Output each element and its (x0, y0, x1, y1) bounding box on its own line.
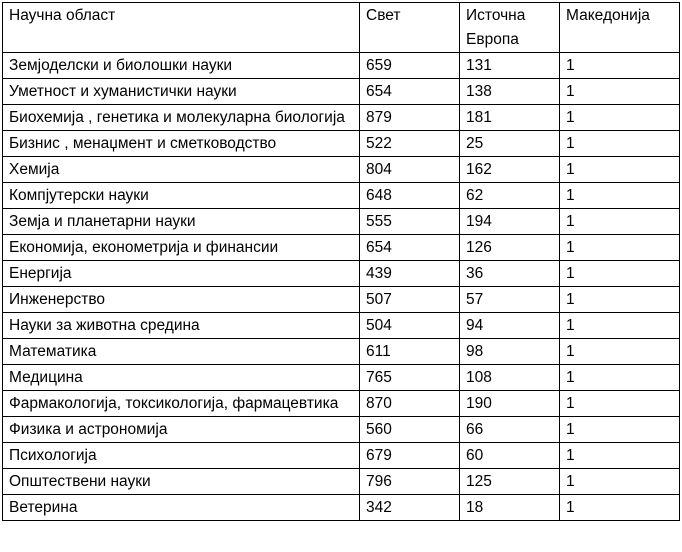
cell-macedonia: 1 (560, 235, 680, 261)
cell-world: 504 (360, 313, 460, 339)
table-row (3, 365, 680, 391)
cell-macedonia: 1 (560, 209, 680, 235)
table-row (3, 261, 680, 287)
cell-world: 879 (360, 105, 460, 131)
cell-eastern-europe: 57 (460, 287, 560, 313)
cell-field: Инженерство (3, 287, 360, 313)
table-row (3, 391, 680, 417)
table-row (3, 443, 680, 469)
cell-macedonia: 1 (560, 469, 680, 495)
cell-world: 522 (360, 131, 460, 157)
table-row (3, 313, 680, 339)
cell-field: Науки за животна средина (3, 313, 360, 339)
table-body (3, 53, 680, 521)
cell-macedonia: 1 (560, 313, 680, 339)
cell-field: Земја и планетарни науки (3, 209, 360, 235)
cell-macedonia: 1 (560, 417, 680, 443)
cell-eastern-europe: 94 (460, 313, 560, 339)
cell-eastern-europe: 126 (460, 235, 560, 261)
cell-eastern-europe: 138 (460, 79, 560, 105)
cell-field: Медицина (3, 365, 360, 391)
table-header (3, 3, 680, 53)
cell-eastern-europe: 36 (460, 261, 560, 287)
cell-field: Хемија (3, 157, 360, 183)
cell-macedonia: 1 (560, 365, 680, 391)
table-row (3, 339, 680, 365)
cell-eastern-europe: 125 (460, 469, 560, 495)
cell-macedonia: 1 (560, 287, 680, 313)
header-cell-field: Научна област (3, 3, 360, 53)
header-cell-eastern-europe: Источна Европа (460, 3, 560, 53)
cell-macedonia: 1 (560, 339, 680, 365)
cell-world: 765 (360, 365, 460, 391)
table-row (3, 105, 680, 131)
cell-eastern-europe: 162 (460, 157, 560, 183)
cell-macedonia: 1 (560, 53, 680, 79)
cell-field: Биохемија , генетика и молекуларна биологија (3, 105, 360, 131)
cell-field: Ветерина (3, 495, 360, 521)
cell-macedonia: 1 (560, 131, 680, 157)
table-row (3, 209, 680, 235)
cell-eastern-europe: 18 (460, 495, 560, 521)
cell-world: 870 (360, 391, 460, 417)
cell-macedonia: 1 (560, 391, 680, 417)
cell-eastern-europe: 131 (460, 53, 560, 79)
cell-field: Општествени науки (3, 469, 360, 495)
cell-field: Земјоделски и биолошки науки (3, 53, 360, 79)
cell-macedonia: 1 (560, 183, 680, 209)
cell-world: 560 (360, 417, 460, 443)
table-row (3, 157, 680, 183)
cell-field: Уметност и хуманистички науки (3, 79, 360, 105)
cell-world: 648 (360, 183, 460, 209)
table-row (3, 53, 680, 79)
cell-macedonia: 1 (560, 495, 680, 521)
table-row (3, 287, 680, 313)
cell-world: 342 (360, 495, 460, 521)
cell-eastern-europe: 194 (460, 209, 560, 235)
cell-field: Физика и астрономија (3, 417, 360, 443)
cell-eastern-europe: 62 (460, 183, 560, 209)
cell-macedonia: 1 (560, 105, 680, 131)
cell-eastern-europe: 25 (460, 131, 560, 157)
cell-field: Бизнис , менаџмент и сметководство (3, 131, 360, 157)
header-cell-world: Свет (360, 3, 460, 53)
table-row (3, 131, 680, 157)
table-row (3, 417, 680, 443)
cell-world: 439 (360, 261, 460, 287)
cell-world: 679 (360, 443, 460, 469)
cell-field: Компјутерски науки (3, 183, 360, 209)
cell-world: 654 (360, 79, 460, 105)
table-row (3, 469, 680, 495)
cell-eastern-europe: 66 (460, 417, 560, 443)
cell-eastern-europe: 190 (460, 391, 560, 417)
table-row (3, 495, 680, 521)
cell-world: 659 (360, 53, 460, 79)
cell-macedonia: 1 (560, 443, 680, 469)
science-fields-table (2, 2, 680, 521)
cell-world: 555 (360, 209, 460, 235)
cell-field: Математика (3, 339, 360, 365)
cell-world: 796 (360, 469, 460, 495)
table-row (3, 235, 680, 261)
table-row (3, 79, 680, 105)
cell-field: Економија, економетрија и финансии (3, 235, 360, 261)
cell-eastern-europe: 108 (460, 365, 560, 391)
cell-eastern-europe: 60 (460, 443, 560, 469)
cell-macedonia: 1 (560, 79, 680, 105)
cell-eastern-europe: 98 (460, 339, 560, 365)
cell-macedonia: 1 (560, 157, 680, 183)
table-row (3, 183, 680, 209)
cell-macedonia: 1 (560, 261, 680, 287)
header-row (3, 3, 680, 53)
cell-world: 611 (360, 339, 460, 365)
cell-field: Енергија (3, 261, 360, 287)
cell-world: 804 (360, 157, 460, 183)
cell-world: 654 (360, 235, 460, 261)
cell-field: Фармакологија, токсикологија, фармацевтика (3, 391, 360, 417)
cell-field: Психологија (3, 443, 360, 469)
cell-eastern-europe: 181 (460, 105, 560, 131)
header-cell-macedonia: Македонија (560, 3, 680, 53)
cell-world: 507 (360, 287, 460, 313)
